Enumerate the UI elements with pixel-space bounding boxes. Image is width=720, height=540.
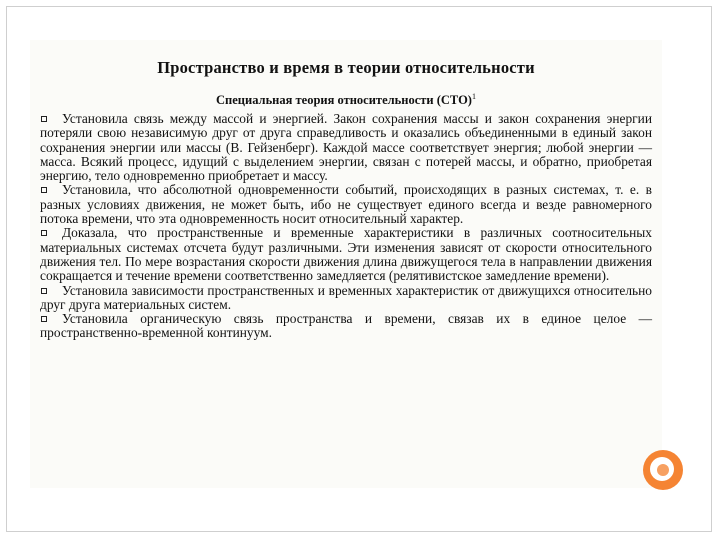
decorative-circle-icon: [643, 450, 683, 490]
square-bullet-icon: [41, 116, 47, 122]
body-text: [40, 112, 652, 341]
section-title-text: Специальная теория относительности (СТО): [216, 93, 472, 108]
paragraph-text: Доказала, что пространственные и временные характеристики в различных соотносительных материальных системах отсчета будут различными. Эти изменения зависят от скорости относительного движения тел. По мере возрастания скорости движения длина движущегося тела в направлении движения сокращается и течение времени соответственно замедляется (релятивистское замедление времени).: [40, 225, 652, 284]
square-bullet-icon: [41, 230, 47, 236]
paragraph-continuum: [40, 312, 652, 341]
scanned-page: [30, 40, 662, 488]
square-bullet-icon: [41, 187, 47, 193]
paragraph-text: Установила, что абсолютной одновременности событий, происходящих в разных системах, т. е. в разных условиях движения, не может быть, ибо не существует единого всегда и везде равномерного потока времени, что эта одновременность носит относительный характер.: [40, 182, 652, 227]
page-title: Пространство и время в теории относительности: [157, 58, 535, 77]
paragraph-length-time: [40, 226, 652, 283]
square-bullet-icon: [41, 288, 47, 294]
paragraph-text: Установила зависимости пространственных и временных характеристик от движущихся относительно друг друга материальных систем.: [40, 282, 652, 312]
section-title: [30, 92, 662, 108]
paragraph-simultaneity: [40, 183, 652, 226]
paragraph-mass-energy: [40, 112, 652, 183]
paragraph-dependence: [40, 284, 652, 313]
paragraph-text: Установила связь между массой и энергией. Закон сохранения массы и закон сохранения энергии потеряли свою независимую друг от друга справедливость и оказались объединенными в единый закон сохранения энергии или массы (В. Гейзенберг). Каждой массе соответствует энергия; любой энергии — масса. Всякий процесс, идущий с выделением энергии, связан с потерей массы, и обратно, приобретая энергию, тело одновременно приобретает и массу.: [40, 111, 652, 184]
footnote-mark: 1: [471, 92, 476, 101]
square-bullet-icon: [41, 316, 47, 322]
paragraph-text: Установила органическую связь пространства и времени, связав их в единое целое — пространственно-временной континуум.: [40, 311, 652, 341]
